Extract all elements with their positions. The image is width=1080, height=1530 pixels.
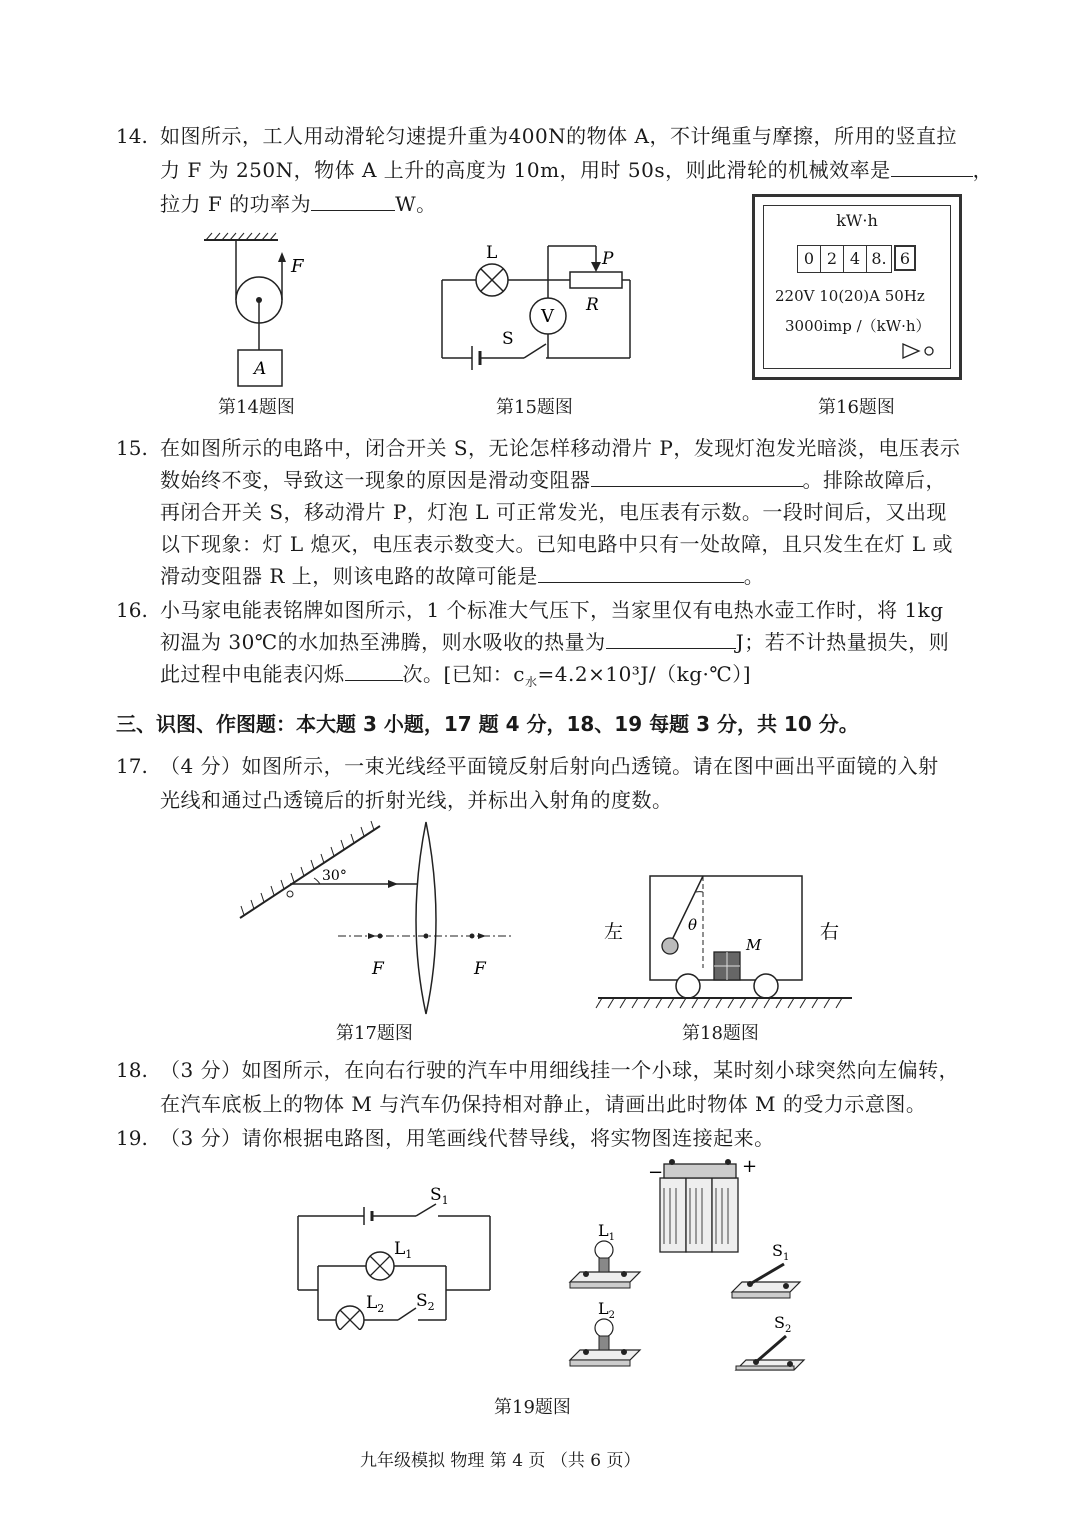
switch-label: S [502,329,514,349]
switch-s1-icon [732,1264,800,1298]
q16-line1: 小马家电能表铭牌如图所示，1 个标准大气压下，当家里仅有电热水壶工作时，将 1kg [160,598,944,622]
q14-line3: 拉力 F 的功率为 W。 [160,188,437,220]
physical-components-19 [560,1152,810,1372]
q15-line3: 再闭合开关 S，移动滑片 P，灯泡 L 可正常发光，电压表有示数。一段时间后，又出现 [160,500,947,524]
s2-label: $S_2$ [416,1291,435,1313]
theta-label: θ [688,916,698,934]
q17-line1: （4 分）如图所示，一束光线经平面镜反射后射向凸透镜。请在图中画出平面镜的入射 [160,754,939,778]
positive-terminal-label: + [742,1156,758,1177]
negative-terminal-label: − [648,1162,664,1183]
rheostat-label: R [586,295,599,315]
meter-digit: 4 [844,245,867,273]
lamp-l1-label: $L_1$ [598,1221,615,1243]
q19-line1: （3 分）请你根据电路图，用笔画线代替导线，将实物图连接起来。 [160,1126,775,1150]
figure-caption: 第17题图 [336,1023,413,1044]
meter-unit: kW·h [836,211,878,230]
lamp-l2-icon [570,1319,640,1366]
figure-caption: 第15题图 [496,397,573,418]
switch-s1-label: $S_1$ [772,1241,790,1263]
l2-label: $L_2$ [366,1293,385,1315]
angle-label: 30° [322,868,347,884]
answer-blank[interactable] [538,560,744,583]
answer-blank[interactable] [891,154,973,177]
figure-caption: 第16题图 [818,397,895,418]
lamp-l1-icon [570,1241,640,1288]
lamp-l2-label: $L_2$ [598,1299,615,1321]
answer-blank[interactable] [345,658,403,681]
switch-s2-icon [736,1336,804,1370]
q18-line2: 在汽车底板上的物体 M 与汽车仍保持相对静止，请画出此时物体 M 的受力示意图。 [160,1092,927,1116]
right-label: 右 [820,921,840,943]
meter-digits [797,245,916,273]
question-number: 15. [116,436,148,460]
circuit-figure-15 [436,236,636,376]
l1-label: $L_1$ [394,1239,413,1261]
mass-label: M [746,936,762,954]
circuit-schematic-19 [290,1180,500,1330]
meter-digit: 0 [797,245,821,273]
section-heading: 三、识图、作图题：本大题 3 小题，17 题 4 分，18、19 每题 3 分，共 10 分。 [116,712,859,736]
energy-meter [752,194,962,380]
answer-blank[interactable] [311,188,395,211]
meter-spec-1: 220V 10(20)A 50Hz [775,287,925,305]
q16-line2: 初温为 30℃的水加热至沸腾，则水吸收的热量为 J；若不计热量损失，则 [160,626,949,658]
object-label: A [254,359,267,379]
q14-line2: 力 F 为 250N，物体 A 上升的高度为 10m，用时 50s，则此滑轮的机械效率是 ， [160,154,993,186]
pulse-indicator-icon [901,341,945,361]
meter-spec-2: 3000imp /（kW·h） [785,317,931,335]
q15-line2: 数始终不变，导致这一现象的原因是滑动变阻器 。排除故障后， [160,464,946,496]
q18-line1: （3 分）如图所示，在向右行驶的汽车中用细线挂一个小球，某时刻小球突然向左偏转， [160,1058,960,1082]
meter-digit: 8. [867,245,892,273]
lamp-label: L [486,243,498,263]
q15-line4: 以下现象：灯 L 熄灭，电压表示数变大。已知电路中只有一处故障，且只发生在灯 L 或 [160,532,953,556]
question-number: 19. [116,1126,148,1150]
meter-digit-decimal: 6 [894,245,916,271]
answer-blank[interactable] [591,464,803,487]
q16-line3: 此过程中电能表闪烁 次。[已知：$c_水=4.2\times 10^3J/(kg\cdot℃)$] [160,658,751,698]
optics-figure [230,818,530,1018]
voltmeter-label: V [541,306,554,327]
s1-label: $S_1$ [430,1185,449,1207]
focus-label-left: F [372,959,384,979]
question-number: 18. [116,1058,148,1082]
force-label: F [291,256,304,277]
q15-line5: 滑动变阻器 R 上，则该电路的故障可能是 。 [160,560,764,592]
pulley-figure [196,230,326,390]
question-number: 17. [116,754,148,778]
slider-label: P [602,249,614,269]
q15-line1: 在如图所示的电路中，闭合开关 S，无论怎样移动滑片 P，发现灯泡发光暗淡，电压表示 [160,436,961,460]
figure-caption: 第19题图 [494,1397,571,1418]
question-number: 16. [116,598,148,622]
focus-label-right: F [474,959,486,979]
page-footer: 九年级模拟 物理 第 4 页 （共 6 页） [360,1451,641,1471]
car-figure [590,868,860,1018]
switch-s2-label: $S_2$ [774,1313,792,1335]
question-number: 14. [116,124,148,148]
left-label: 左 [604,921,624,943]
meter-digit: 2 [821,245,844,273]
q14-line1: 如图所示，工人用动滑轮匀速提升重为400N的物体 A，不计绳重与摩擦，所用的竖直拉 [160,124,957,148]
figure-caption: 第18题图 [682,1023,759,1044]
figure-caption: 第14题图 [218,397,295,418]
answer-blank[interactable] [606,626,736,649]
q17-line2: 光线和通过凸透镜后的折射光线，并标出入射角的度数。 [160,788,673,812]
battery-pack-icon [660,1159,738,1252]
